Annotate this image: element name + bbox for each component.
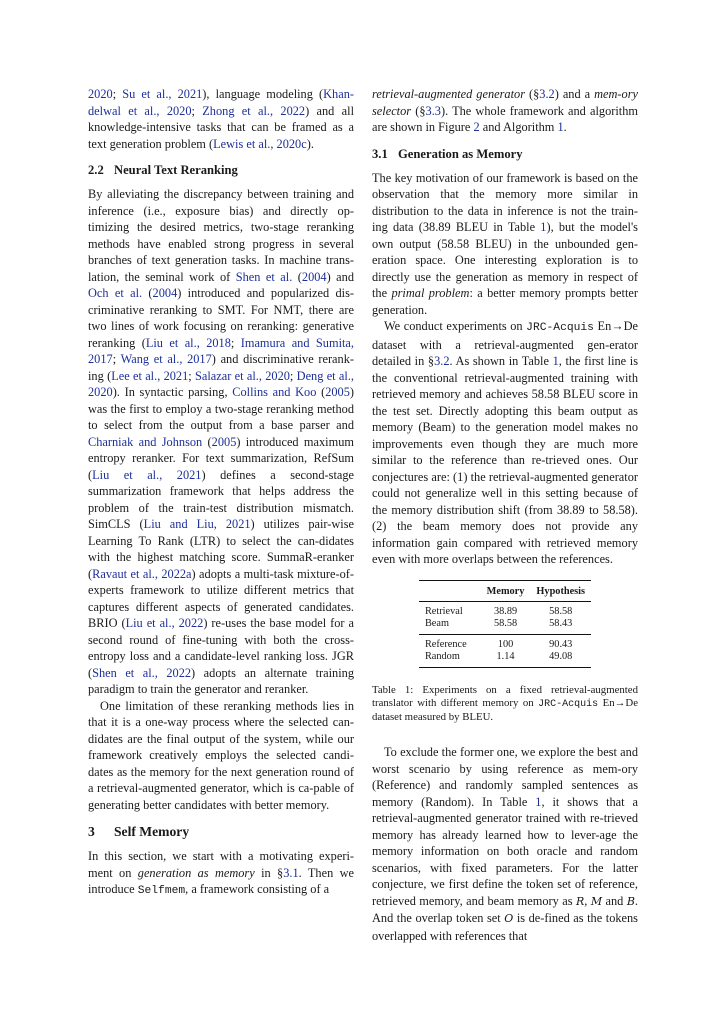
header-cell [419,580,481,601]
math-symbol: O [504,912,514,926]
row-label: Random [424,650,460,662]
memory-value: 38.89 [493,605,518,617]
citation-link[interactable]: 3.2 [539,87,555,101]
emphasis-text: mem-ory selector [372,87,638,118]
self-memory-paragraph: In this section, we start with a motivating experi-ment on generation as memory in §3.1. Then we introduce Selfmem, a framework consisting of a [88,849,355,897]
results-table [419,580,591,668]
citation-link[interactable]: Charniak and Johnson [88,434,203,449]
citation-link[interactable]: Deng et al., 2020 [88,368,354,399]
motivation-paragraph: The key motivation of our framework is based on the observation that the memory more similar in distribution to the data in inference is not the train-ing data (38.89 BLEU in Table 1), but the model's own output (58.58 BLEU) in the unbounded gen-eration space. One interesting exploration is to directly use the generation as memory in respect of the primal problem: a better memory prompts better generation. [372,170,638,317]
math-symbol: R [575,894,585,908]
table-row [419,601,591,618]
citation-link[interactable]: Lewis et al., 2020c [213,136,307,151]
section-number: 3 [88,824,95,839]
header-cell: Hypothesis [536,585,586,597]
section-heading-3-1 [372,146,638,162]
section-title: Neural Text Reranking [114,163,238,177]
continuation-paragraph: retrieval-augmented generator (§3.2) and a mem-ory selector (§3.3). The whole framework and algorithm are shown in Figure 2 and Algorithm 1. [372,87,638,134]
emphasis-text: generation as memory [137,865,255,880]
section-heading-3 [88,823,354,840]
table-row [419,618,591,635]
citation-link[interactable]: Salazar et al., 2020 [195,368,290,383]
code-term: JRC-Acquis [538,698,599,710]
section-number: 3.1 [372,146,388,161]
section-heading-2-2 [88,162,354,178]
citation-link[interactable]: 3.2 [434,354,450,368]
limitation-paragraph: One limitation of these reranking methods lies in that it is a one-way process where the selected can-didates are the final output of the system, while our framework creatively employs the selected candi-dates as the memory for the next generation round of a retrieval-augmented generator, which is ca-pable of generating better candidates with better memory. [88,698,354,812]
citation-link[interactable]: Och et al. [88,286,143,300]
citation-link[interactable]: 1 [557,120,564,134]
hypothesis-value: 58.58 [549,605,573,617]
citation-link[interactable]: 2 [473,120,480,134]
memory-value: 1.14 [496,650,515,662]
citation-link[interactable]: Su et al., 2021 [122,87,203,101]
experiment-paragraph: We conduct experiments on JRC-Acquis En→De dataset with a retrieval-augmented gen-erator detailed in §3.2. As shown in Table 1, the first line is the conventional retrieval-augmented training with retrieved memory and achieves 58.58 BLEU score in the test set. Directly adopting this beam output as memory (Beam) to the generation model makes no improvements even though they are much more similar to the reference than re-trieved ones. Our conjectures are: (1) the retrieval-augmented generator could not generalize well in this setting because of the memory distribution shift (from 38.89 to 58.58). (2) the beam memory does not provide any information gain compared with retrieved memory even with more overlaps between the references. [372,319,639,566]
citation-link[interactable]: Shen et al., 2022 [92,665,192,680]
results-table-container [372,580,638,668]
section-title: Generation as Memory [398,146,523,161]
code-term: JRC-Acquis [526,322,594,334]
citation-link[interactable]: Shen et al. [235,269,293,284]
reranking-paragraph: By alleviating the discrepancy between training and inference (i.e., exposure bias) and directly op-timizing the desired metrics, two-stage reranking methods have enabled strong progress in several branches of text generation tasks. In machine trans-lation, the seminal work of Shen et al. (2004) and Och et al. (2004) introduced and popularized dis-criminative reranking to SMT. For NMT, there are two lines of work focusing on reranking: generative reranking (Liu et al., 2018; Imamura and Sumita, 2017; Wang et al., 2017) and discriminative rerank-ing (Lee et al., 2021; Salazar et al., 2020; Deng et al., 2020). In syntactic parsing, Collins and Koo (2005) was the first to employ a two-stage reranking method to select from the output from a base parser and Charniak and Johnson (2005) introduced maximum entropy reranker. For text summarization, RefSum (Liu et al., 2021) defines a second-stage summarization framework that helps address the problem of the train-test distribution mismatch. SimCLS (Liu and Liu, 2021) utilizes pair-wise Learning To Rank (LTR) to select the can-didates with the highest matching score. SummaR-eranker (Ravaut et al., 2022a) adopts a multi-task mixture-of-experts framework to utilize different metrics that captures different aspects of generated candidates. BRIO (Liu et al., 2022) re-uses the base model for a second round of fine-tuning with both the cross-entropy loss and a candidate-level ranking loss. JGR (Shen et al., 2022) adopts an alternate training paradigm to train the generator and reranker. [88,187,355,696]
section-title: Self Memory [114,824,190,839]
spacer [372,724,638,744]
citation-link[interactable]: 2004 [301,269,327,284]
citation-link[interactable]: 2005 [211,434,237,449]
intro-paragraph: 2020; Su et al., 2021), language modeling (Khan-delwal et al., 2020; Zhong et al., 2022) and all knowledge-intensive tasks that can be framed as a text generation problem (Lewis et al., 2020c). [88,87,354,151]
left-column [88,86,354,900]
citation-link[interactable]: 2020 [88,87,113,101]
hypothesis-value: 58.43 [549,617,573,629]
citation-link[interactable]: 1 [540,220,547,234]
citation-link[interactable]: 3.3 [425,103,441,118]
citation-link[interactable]: Lee et al., 2021 [111,368,189,383]
citation-link[interactable]: Khan-delwal et al., 2020 [88,87,354,118]
table-caption: Table 1: Experiments on a fixed retrieval-augmented translator with different memory on JRC-Acquis En→De dataset measured by BLEU. [372,683,638,724]
table-row [419,634,591,651]
citation-link[interactable]: Zhong et al., 2022 [202,103,306,118]
citation-link[interactable]: Liu et al., 2022 [125,616,204,630]
header-cell: Memory [486,585,525,597]
hypothesis-value: 90.43 [549,638,573,650]
citation-link[interactable]: Ravaut et al., 2022a [92,566,192,581]
citation-link[interactable]: Liu et al., 2021 [92,467,202,482]
emphasis-text: primal problem [391,286,470,300]
citation-link[interactable]: 2005 [325,385,350,399]
citation-link[interactable]: 3.1 [283,865,299,880]
citation-link[interactable]: 1 [535,794,542,809]
memory-value: 100 [497,638,514,650]
table-header-row [419,580,591,601]
row-label: Retrieval [424,605,463,617]
citation-link[interactable]: 2004 [152,286,178,300]
citation-link[interactable]: Liu et al., 2018 [145,335,231,350]
citation-link[interactable]: 1 [552,354,559,368]
citation-link[interactable]: Collins and Koo [232,385,317,399]
citation-link[interactable]: Liu and Liu, 2021 [143,517,251,531]
exclude-paragraph: To exclude the former one, we explore the best and worst scenario by using reference as mem-ory (Reference) and randomly sampled sentences as memory (Random). In Table 1, it shows that a retrieval-augmented generator trained with re-trieved memory has already learned how to lever-age the memory information on both oracle and random scenarios, with fixed parameters. For the latter conjecture, we first define the token set of reference, retrieved memory, and beam memory as R, M and B. And the overlap token set O is de-fined as the tokens overlapped with references that [372,745,638,943]
row-label: Beam [424,617,449,629]
row-label: Reference [424,638,467,650]
code-term: Selfmem [137,885,186,897]
citation-link[interactable]: Imamura and Sumita, 2017 [88,335,354,366]
math-symbol: B [626,894,635,908]
hypothesis-value: 49.08 [549,650,573,662]
emphasis-text: retrieval-augmented generator [372,87,525,101]
memory-value: 58.58 [493,617,518,629]
citation-link[interactable]: Wang et al., 2017 [120,352,212,366]
right-column [372,86,638,944]
table-row [419,651,591,668]
section-number: 2.2 [88,163,104,177]
math-symbol: M [590,894,603,908]
